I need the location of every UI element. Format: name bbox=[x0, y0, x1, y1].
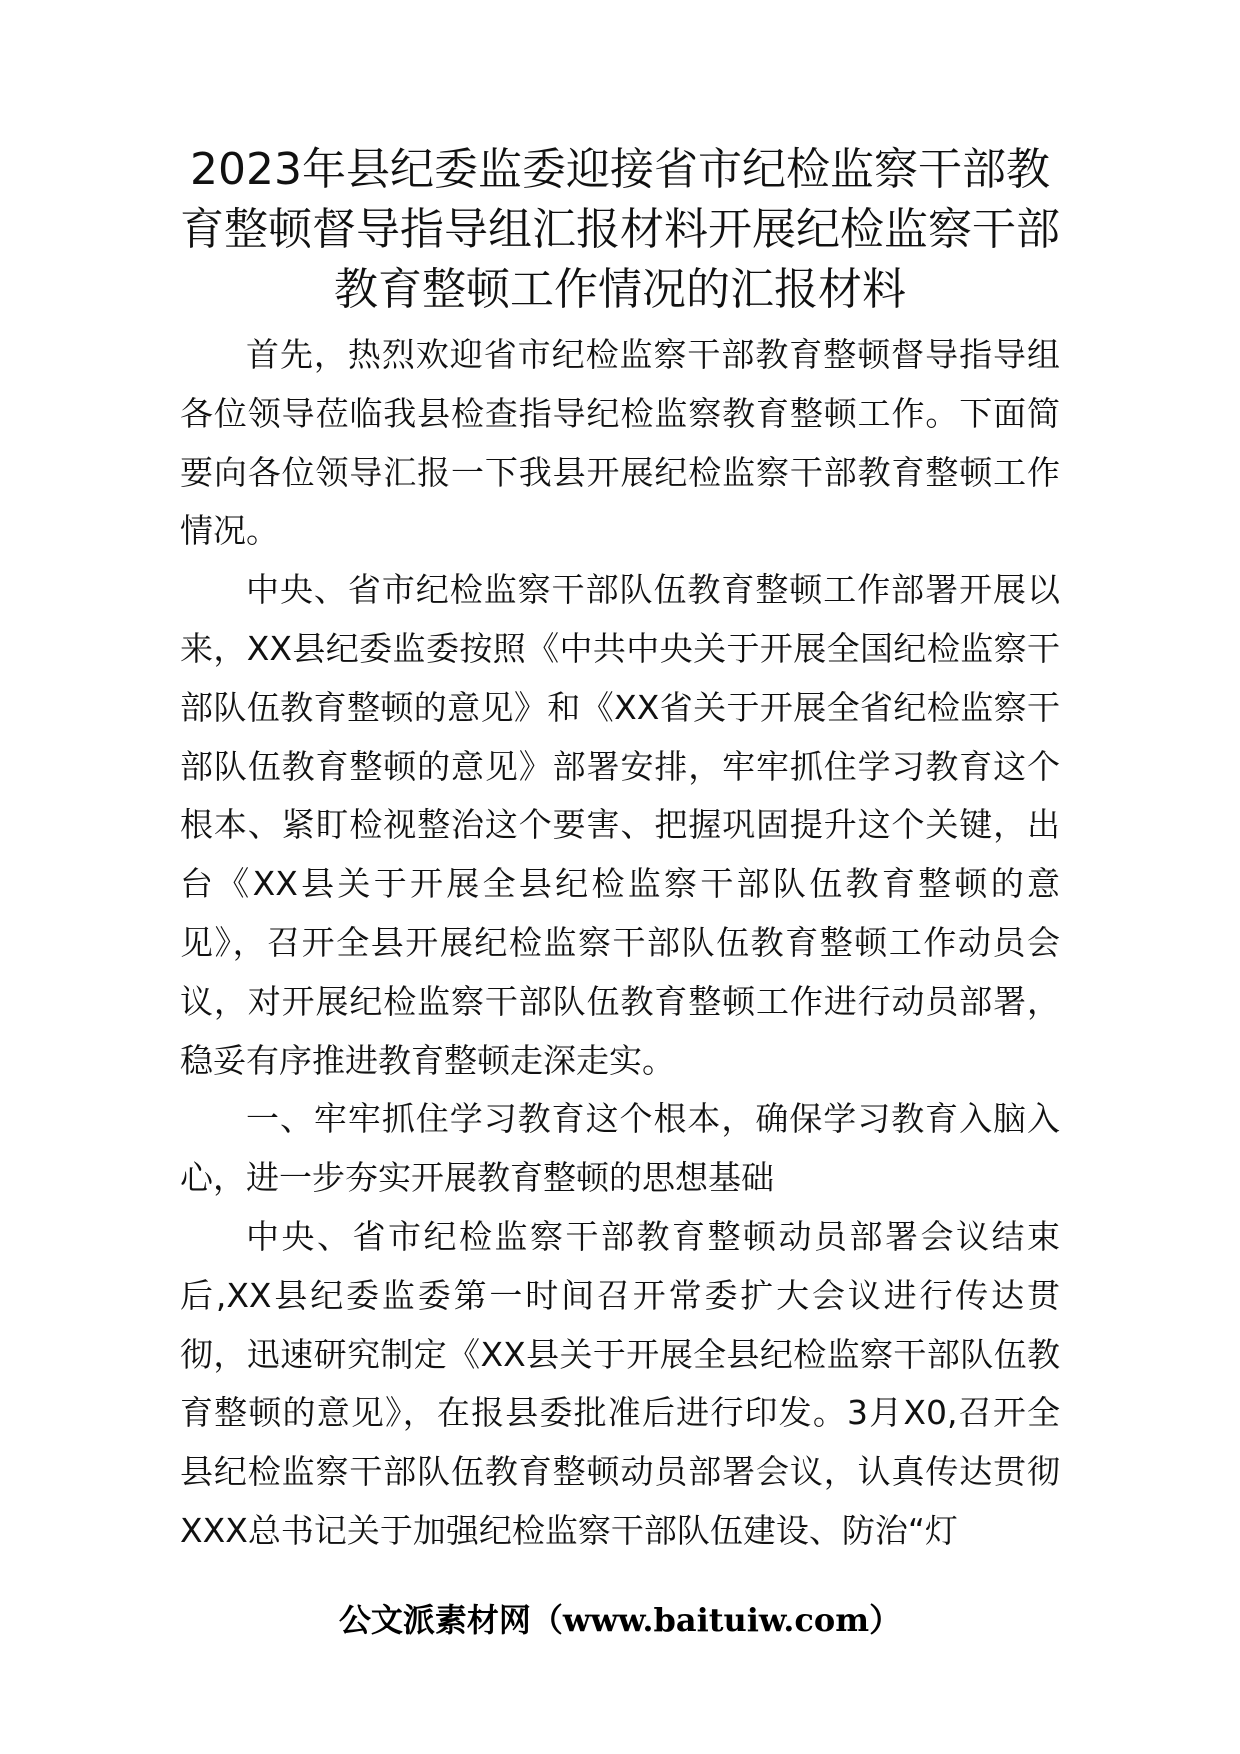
document-title: 2023年县纪委监委迎接省市纪检监察干部教育整顿督导指导组汇报材料开展纪检监察干部教育整顿工作情况的汇报材料 bbox=[180, 144, 1060, 315]
paragraph-intro: 首先，热烈欢迎省市纪检监察干部教育整顿督导指导组各位领导莅临我县检查指导纪检监察教育整顿工作。下面简要向各位领导汇报一下我县开展纪检监察干部教育整顿工作情况。 bbox=[180, 335, 1060, 551]
watermark-footer: 公文派素材网（www.baituiw.com） bbox=[338, 1601, 902, 1639]
paragraph-section-1: 中央、省市纪检监察干部教育整顿动员部署会议结束后,XX县纪委监委第一时间召开常委扩大会议进行传达贯彻，迅速研究制定《XX县关于开展全县纪检监察干部队伍教育整顿的意见》，在报县委批准后进行印发。3月X0,召开全县纪检监察干部队伍教育整顿动员部署会议，认真传达贯彻XXX总书记关于加强纪检监察干部队伍建设、防治“灯 bbox=[180, 1216, 1060, 1550]
document-body bbox=[180, 326, 1060, 1561]
section-heading-1: 一、牢牢抓住学习教育这个根本，确保学习教育入脑入心，进一步夯实开展教育整顿的思想基础 bbox=[180, 1099, 1060, 1198]
paragraph-background: 中央、省市纪检监察干部队伍教育整顿工作部署开展以来，XX县纪委监委按照《中共中央关于开展全国纪检监察干部队伍教育整顿的意见》和《XX省关于开展全省纪检监察干部队伍教育整顿的意见》部署安排，牢牢抓住学习教育这个根本、紧盯检视整治这个要害、把握巩固提升这个关键，出台《XX县关于开展全县纪检监察干部队伍教育整顿的意见》，召开全县开展纪检监察干部队伍教育整顿工作动员会议，对开展纪检监察干部队伍教育整顿工作进行动员部署，稳妥有序推进教育整顿走深走实。 bbox=[180, 570, 1060, 1080]
